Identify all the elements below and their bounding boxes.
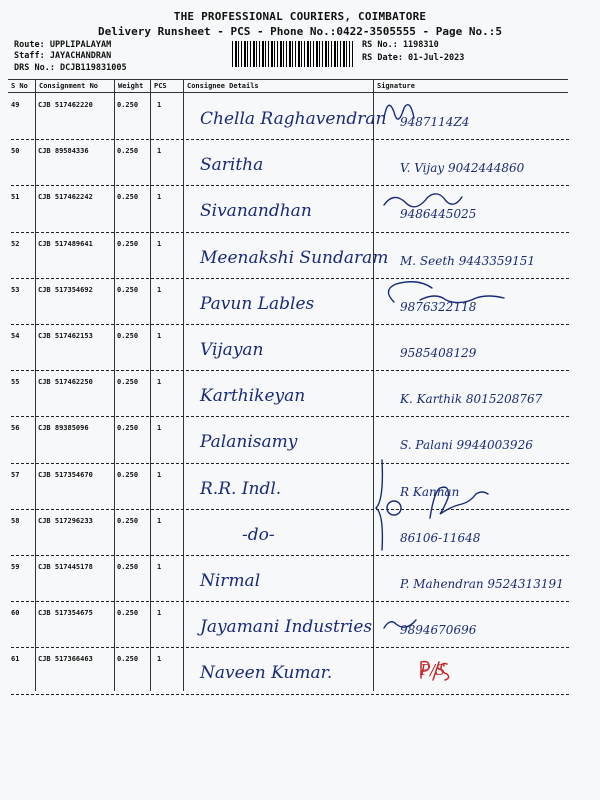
rs-number: RS No.: 1198310 xyxy=(362,40,439,50)
row-consignment: CJB 517462242 xyxy=(38,193,93,202)
row-consignee: Vijayan xyxy=(200,340,264,360)
row-weight: 0.250 xyxy=(117,239,139,248)
row-consignment: CJB 517354670 xyxy=(38,470,93,479)
row-sno: 59 xyxy=(11,563,20,571)
row-separator xyxy=(11,370,569,371)
row-consignment: CJB 517489641 xyxy=(38,239,93,248)
row-consignee: Palanisamy xyxy=(200,432,298,453)
row-separator xyxy=(11,232,569,233)
row-pcs: 1 xyxy=(157,285,162,294)
row-consignee: R.R. Indl. xyxy=(200,478,282,499)
row-sno: 61 xyxy=(11,655,20,664)
column-divider xyxy=(35,79,36,691)
row-consignment: CJB 517462250 xyxy=(38,378,93,387)
row-consignment: CJB 517354675 xyxy=(38,609,93,618)
row-separator xyxy=(11,416,569,417)
row-separator xyxy=(11,555,569,556)
row-separator xyxy=(11,185,569,186)
table-top-border xyxy=(8,79,568,80)
route-label: Route: UPPLIPALAYAM xyxy=(14,40,112,50)
row-sno: 54 xyxy=(11,332,20,340)
row-signature: M. Seeth 9443359151 xyxy=(400,253,536,268)
row-separator xyxy=(11,601,569,602)
row-weight: 0.250 xyxy=(117,193,139,202)
row-weight: 0.250 xyxy=(117,101,139,109)
row-separator xyxy=(11,694,569,695)
col-consignee: Consignee Details xyxy=(187,82,259,90)
row-consignee: -do- xyxy=(242,524,275,545)
rs-date: RS Date: 01-Jul-2023 xyxy=(362,53,465,63)
row-sno: 55 xyxy=(11,378,20,387)
row-pcs: 1 xyxy=(157,563,162,571)
row-weight: 0.250 xyxy=(117,378,139,387)
row-signature: P. Mahendran 9524313191 xyxy=(400,577,564,591)
row-sno: 49 xyxy=(11,101,20,109)
row-consignee: Nirmal xyxy=(200,571,261,591)
row-consignee: Meenakshi Sundaram xyxy=(200,247,389,268)
row-sno: 58 xyxy=(11,516,20,525)
row-signature: R Kannan xyxy=(400,484,460,499)
row-consignee: Pavun Lables xyxy=(200,293,315,314)
row-signature: 9486445025 xyxy=(400,207,477,222)
column-divider xyxy=(114,79,115,691)
row-pcs: 1 xyxy=(157,516,162,525)
row-separator xyxy=(11,324,569,325)
row-sno: 56 xyxy=(11,424,20,433)
row-separator xyxy=(11,139,569,140)
col-signature: Signature xyxy=(377,82,415,90)
row-weight: 0.250 xyxy=(117,332,139,340)
row-signature: 9585408129 xyxy=(400,346,477,360)
col-pcs: PCS xyxy=(154,82,167,90)
row-consignment: CJB 517445178 xyxy=(38,563,93,571)
row-weight: 0.250 xyxy=(117,609,139,618)
row-consignment: CJB 89584336 xyxy=(38,147,89,156)
company-title: THE PROFESSIONAL COURIERS, COIMBATORE xyxy=(173,10,427,23)
drs-number: DRS No.: DCJB119831005 xyxy=(14,63,127,73)
column-divider xyxy=(183,79,184,691)
row-signature: 9876322118 xyxy=(400,299,477,314)
row-consignee: Saritha xyxy=(200,155,264,176)
row-consignment: CJB 517296233 xyxy=(38,516,93,525)
row-pcs: 1 xyxy=(157,193,162,202)
barcode xyxy=(232,41,353,67)
row-pcs: 1 xyxy=(157,147,162,156)
row-weight: 0.250 xyxy=(117,563,139,571)
row-consignee: Naveen Kumar. xyxy=(200,663,333,684)
row-sno: 50 xyxy=(11,147,20,156)
table-header-border xyxy=(8,92,568,93)
row-sno: 57 xyxy=(11,470,20,479)
row-separator xyxy=(11,647,569,648)
column-divider xyxy=(150,79,151,691)
row-weight: 0.250 xyxy=(117,516,139,525)
row-consignment: CJB 517354692 xyxy=(38,285,93,294)
row-pcs: 1 xyxy=(157,609,162,618)
row-sno: 53 xyxy=(11,285,20,294)
col-weight: Weight xyxy=(118,82,144,90)
row-pcs: 1 xyxy=(157,470,162,479)
row-consignment: CJB 517462220 xyxy=(38,101,93,109)
runsheet-subtitle: Delivery Runsheet - PCS - Phone No.:0422-3505555 - Page No.:5 xyxy=(98,25,502,38)
row-sno: 60 xyxy=(11,609,20,618)
staff-label: Staff: JAYACHANDRAN xyxy=(14,51,112,61)
row-pcs: 1 xyxy=(157,378,162,387)
row-separator xyxy=(11,463,569,464)
row-weight: 0.250 xyxy=(117,424,139,433)
row-signature: K. Karthik 8015208767 xyxy=(400,392,543,407)
row-consignee: Karthikeyan xyxy=(200,386,306,407)
row-signature: 86106-11648 xyxy=(400,530,481,545)
row-consignment: CJB 517462153 xyxy=(38,332,93,340)
row-pcs: 1 xyxy=(157,332,162,340)
row-separator xyxy=(11,278,569,279)
row-consignment: CJB 517366463 xyxy=(38,655,93,664)
row-separator xyxy=(11,509,569,510)
row-signature: V. Vijay 9042444860 xyxy=(400,161,525,176)
row-weight: 0.250 xyxy=(117,147,139,156)
row-weight: 0.250 xyxy=(117,285,139,294)
row-consignment: CJB 89385096 xyxy=(38,424,89,433)
row-consignee: Jayamani Industries xyxy=(200,617,373,638)
row-signature: 9894670696 xyxy=(400,623,477,638)
row-pcs: 1 xyxy=(157,101,162,109)
row-sno: 52 xyxy=(11,239,20,248)
col-sno: S No xyxy=(11,82,28,90)
row-pcs: 1 xyxy=(157,655,162,664)
row-pcs: 1 xyxy=(157,424,162,433)
row-pcs: 1 xyxy=(157,239,162,248)
column-divider xyxy=(373,79,374,691)
row-signature: 9487114Z4 xyxy=(400,115,470,129)
row-signature: S. Palani 9944003926 xyxy=(400,438,533,453)
row-sno: 51 xyxy=(11,193,20,202)
row-weight: 0.250 xyxy=(117,655,139,664)
row-weight: 0.250 xyxy=(117,470,139,479)
row-signature: P/S xyxy=(420,661,446,680)
col-consignment: Consignment No xyxy=(39,82,99,90)
row-consignee: Chella Raghavendran xyxy=(200,109,387,129)
row-consignee: Sivanandhan xyxy=(200,201,312,222)
